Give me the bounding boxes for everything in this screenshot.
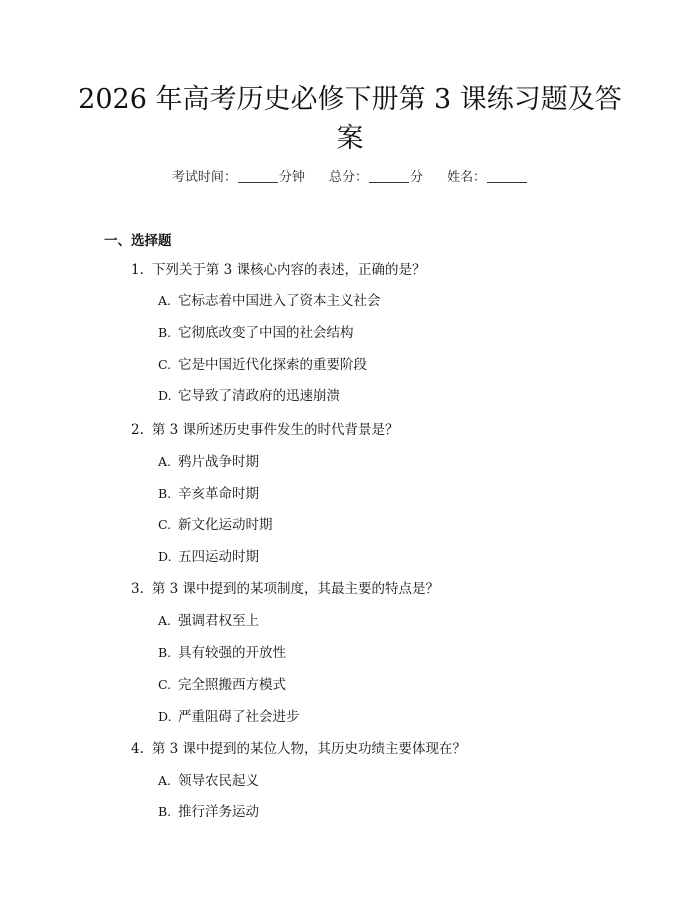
question-2-option-d	[158, 547, 259, 567]
question-3-option-a	[158, 611, 259, 631]
option-text: 具有较强的开放性	[178, 645, 286, 661]
question-number: 2.	[131, 422, 144, 438]
exam-info-line	[0, 168, 700, 188]
option-letter: A.	[158, 613, 172, 628]
question-number: 3.	[131, 581, 144, 597]
question-text: 第 3 课中提到的某项制度，其最主要的特点是？	[151, 581, 440, 597]
option-text: 推行洋务运动	[178, 804, 259, 820]
option-letter: A.	[158, 293, 172, 308]
option-letter: D.	[158, 709, 172, 724]
option-text: 它导致了清政府的迅速崩溃	[178, 388, 340, 404]
question-number: 4.	[131, 741, 144, 757]
option-letter: D.	[158, 388, 172, 403]
question-4-option-a	[158, 771, 259, 791]
question-1-option-b	[158, 323, 354, 343]
section-heading: 一、选择题	[104, 233, 172, 249]
option-letter: B.	[158, 486, 172, 501]
document-title-line-2: 案	[336, 123, 364, 154]
question-3-option-c	[158, 675, 286, 695]
exam-time-field	[172, 168, 305, 188]
option-letter: B.	[158, 325, 172, 340]
option-text: 鸦片战争时期	[178, 454, 259, 470]
question-text: 第 3 课中提到的某位人物，其历史功绩主要体现在？	[151, 741, 467, 757]
question-3-option-b	[158, 643, 286, 663]
student-name-field	[447, 168, 528, 188]
question-2-option-c	[158, 515, 273, 535]
question-1-option-c	[158, 355, 367, 375]
question-1	[131, 260, 426, 280]
exam-time-unit: 分钟	[278, 170, 305, 185]
option-text: 领导农民起义	[178, 773, 259, 789]
option-text: 新文化运动时期	[178, 517, 273, 533]
total-score-label: 总分：	[328, 170, 368, 185]
option-letter: D.	[158, 549, 172, 564]
total-score-unit: 分	[410, 170, 424, 185]
option-text: 它标志着中国进入了资本主义社会	[178, 293, 381, 309]
question-number: 1.	[131, 262, 144, 278]
question-2	[131, 420, 399, 440]
option-text: 严重阻碍了社会进步	[178, 709, 300, 725]
option-text: 它是中国近代化探索的重要阶段	[178, 357, 367, 373]
question-4-option-b	[158, 802, 259, 822]
question-4	[131, 739, 466, 759]
option-letter: A.	[158, 454, 172, 469]
exam-time-blank	[238, 168, 278, 183]
option-text: 完全照搬西方模式	[178, 677, 286, 693]
total-score-blank	[369, 168, 409, 183]
option-text: 五四运动时期	[178, 549, 259, 565]
option-letter: C.	[158, 677, 172, 692]
option-text: 强调君权至上	[178, 613, 259, 629]
question-3	[131, 579, 439, 599]
question-1-option-a	[158, 291, 381, 311]
question-2-option-b	[158, 484, 259, 504]
option-letter: B.	[158, 804, 172, 819]
document-title-line-1: 2026 年高考历史必修下册第 3 课练习题及答	[78, 84, 622, 115]
option-letter: C.	[158, 517, 172, 532]
option-letter: C.	[158, 357, 172, 372]
question-2-option-a	[158, 452, 259, 472]
question-text: 下列关于第 3 课核心内容的表述，正确的是？	[151, 262, 426, 278]
total-score-field	[329, 168, 423, 188]
question-text: 第 3 课所述历史事件发生的时代背景是？	[151, 422, 399, 438]
option-letter: B.	[158, 645, 172, 660]
student-name-label: 姓名：	[447, 170, 487, 185]
option-letter: A.	[158, 773, 172, 788]
exam-time-label: 考试时间：	[171, 170, 237, 185]
question-1-option-d	[158, 386, 340, 406]
option-text: 它彻底改变了中国的社会结构	[178, 325, 354, 341]
question-3-option-d	[158, 707, 300, 727]
student-name-blank	[487, 168, 527, 183]
option-text: 辛亥革命时期	[178, 486, 259, 502]
